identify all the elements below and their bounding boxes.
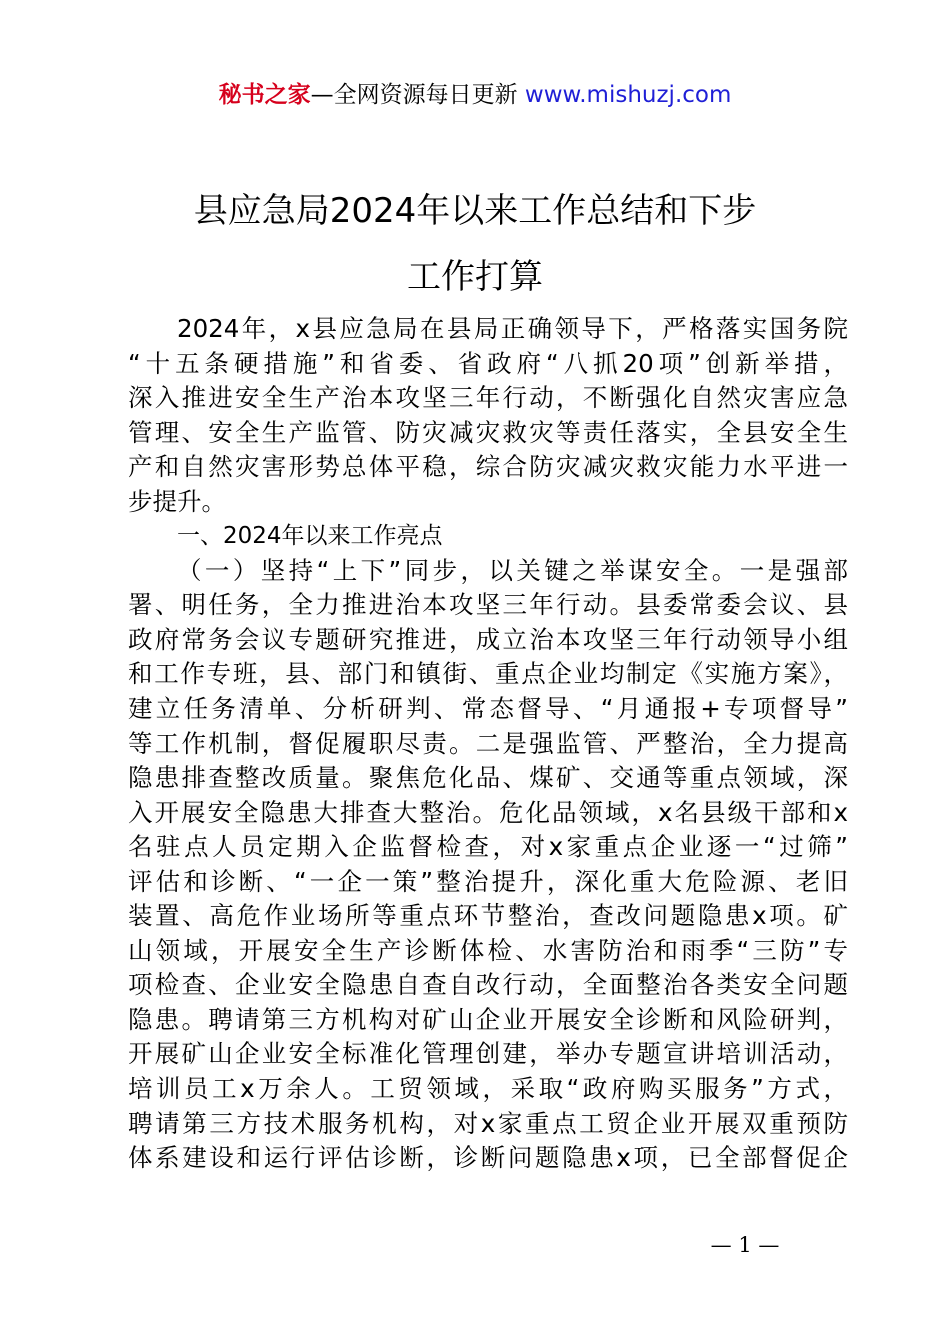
body-line: 产和自然灾害形势总体平稳，综合防灾减灾救灾能力水平进一	[128, 452, 848, 482]
body-line: （一）坚持“上下”同步，以关键之举谋安全。一是强部	[177, 555, 848, 585]
body-line: 培训员工x万余人。工贸领域，采取“政府购买服务”方式，	[128, 1074, 848, 1104]
document-title-line-1: 县应急局2024年以来工作总结和下步	[193, 191, 757, 231]
body-line: 2024年，x县应急局在县局正确领导下，严格落实国务院	[177, 314, 848, 343]
body-line: 和工作专班，县、部门和镇街、重点企业均制定《实施方案》，	[128, 659, 848, 689]
body-line: 等工作机制，督促履职尽责。二是强监管、严整治，全力提高	[128, 728, 848, 758]
body-line: 署、明任务，全力推进治本攻坚三年行动。县委常委会议、县	[128, 590, 848, 620]
brand-name: 秘书之家	[218, 82, 311, 108]
body-line: 隐患。聘请第三方机构对矿山企业开展安全诊断和风险研判，	[128, 1004, 848, 1034]
body-line: “十五条硬措施”和省委、省政府“八抓20项”创新举措，	[128, 348, 848, 378]
body-line: 隐患排查整改质量。聚焦危化品、煤矿、交通等重点领域，深	[128, 763, 848, 793]
page-number: — 1 —	[710, 1233, 780, 1257]
body-line: 政府常务会议专题研究推进，成立治本攻坚三年行动领导小组	[128, 624, 848, 654]
section-heading: 一、2024年以来工作亮点	[177, 523, 443, 550]
banner-tagline: —全网资源每日更新	[310, 82, 518, 108]
body-line: 开展矿山企业安全标准化管理创建，举办专题宣讲培训活动，	[128, 1039, 848, 1069]
body-line: 名驻点人员定期入企监督检查，对x家重点企业逐一“过筛”	[128, 832, 848, 862]
body-line: 项检查、企业安全隐患自查自改行动，全面整治各类安全问题	[128, 970, 848, 1000]
site-url-link[interactable]: www.mishuzj.com	[524, 82, 732, 108]
body-line: 步提升。	[128, 486, 226, 516]
body-line: 入开展安全隐患大排查大整治。危化品领域，x名县级干部和x	[128, 797, 848, 827]
document-body	[128, 312, 848, 1176]
body-line: 体系建设和运行评估诊断，诊断问题隐患x项，已全部督促企	[128, 1143, 848, 1173]
body-line: 管理、安全生产监管、防灾减灾救灾等责任落实，全县安全生	[128, 417, 848, 447]
body-line: 建立任务清单、分析研判、常态督导、“月通报+专项督导”	[128, 694, 848, 724]
body-line: 评估和诊断、“一企一策”整治提升，深化重大危险源、老旧	[128, 866, 848, 896]
body-line: 装置、高危作业场所等重点环节整治，查改问题隐患x项。矿	[128, 901, 848, 931]
body-line: 聘请第三方技术服务机构，对x家重点工贸企业开展双重预防	[128, 1108, 848, 1138]
body-line: 山领域，开展安全生产诊断体检、水害防治和雨季“三防”专	[128, 935, 848, 965]
document-title-line-2: 工作打算	[407, 257, 543, 297]
body-line: 深入推进安全生产治本攻坚三年行动，不断强化自然灾害应急	[128, 383, 848, 413]
site-banner	[0, 78, 950, 112]
